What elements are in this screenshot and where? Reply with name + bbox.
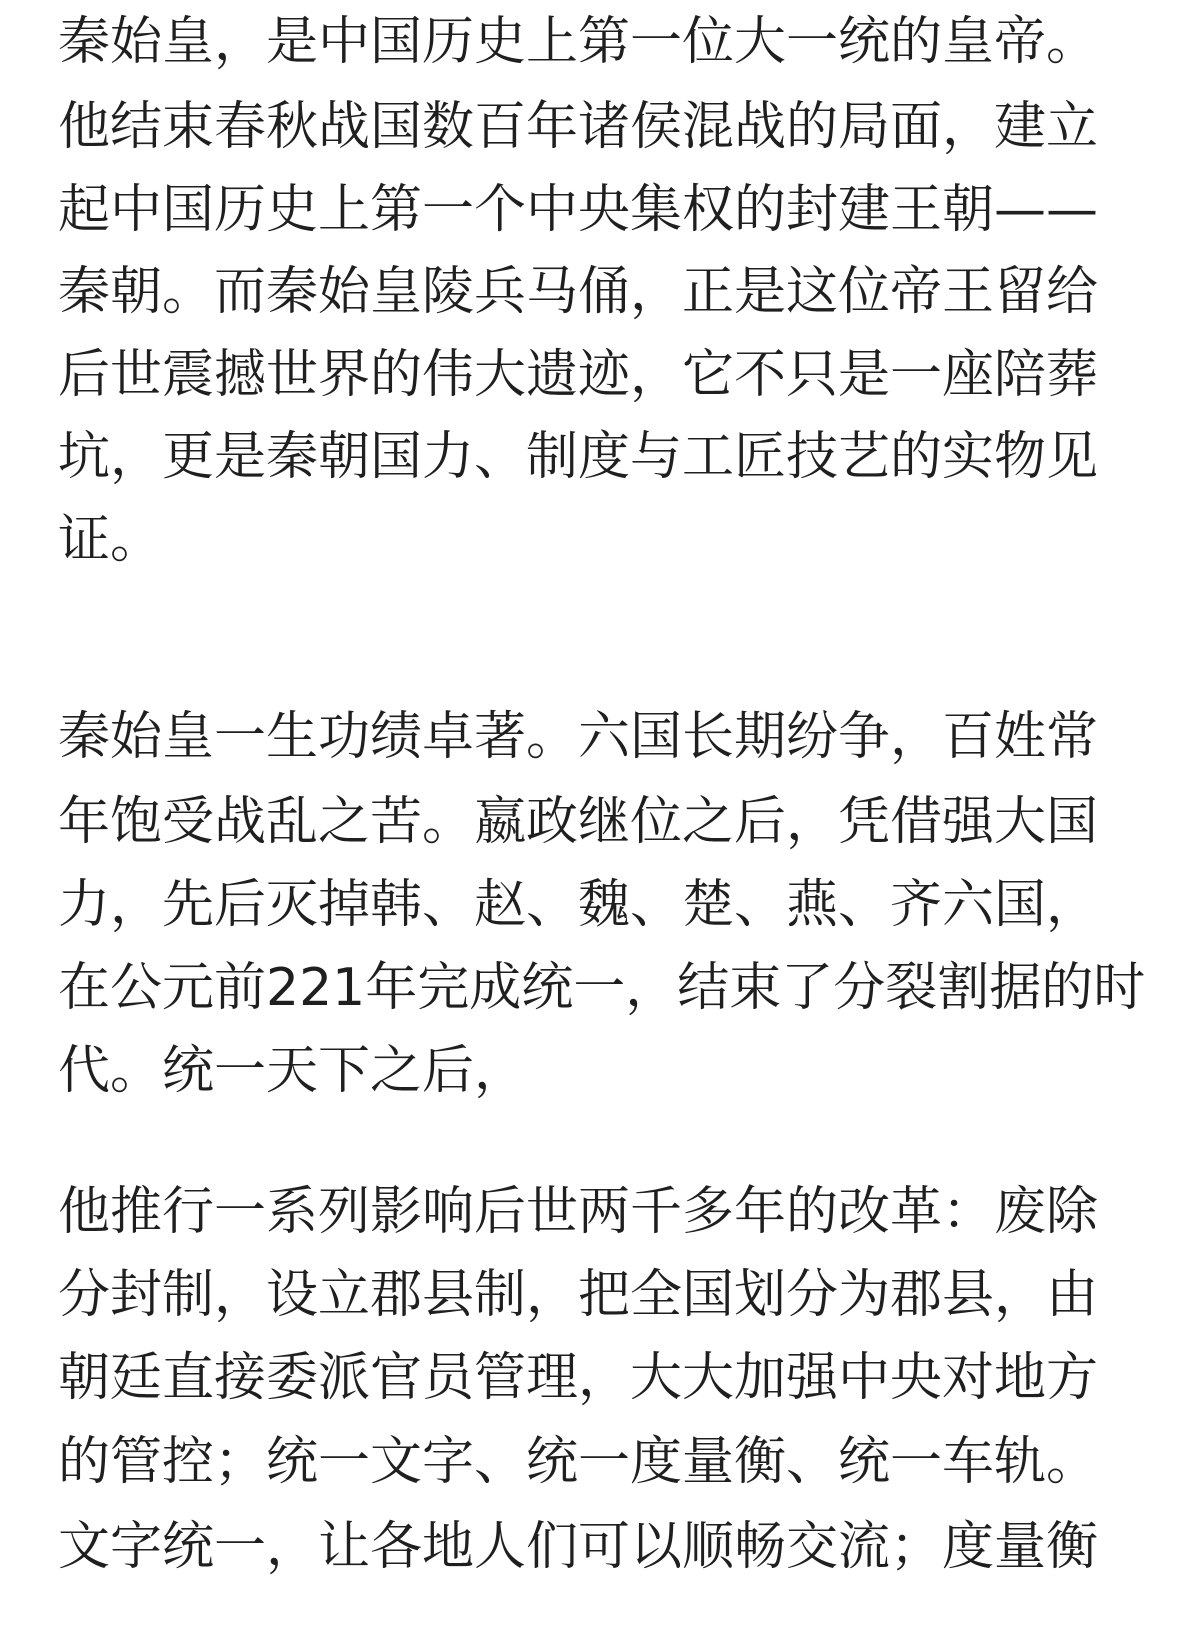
paragraph-line: 秦朝。而秦始皇陵兵马俑，正是这位帝王留给: [58, 262, 1099, 322]
paragraph-line: 坑，更是秦朝国力、制度与工匠技艺的实物见: [58, 427, 1099, 487]
paragraph-line: 朝廷直接委派官员管理，大大加强中央对地方: [58, 1348, 1099, 1408]
paragraph-line: 文字统一，让各地人们可以顺畅交流；度量衡: [58, 1517, 1099, 1577]
paragraph-line: 证。: [58, 510, 163, 570]
paragraph-line: 分封制，设立郡县制，把全国划分为郡县，由: [58, 1265, 1099, 1325]
paragraph-line: 代。统一天下之后，: [58, 1041, 527, 1101]
paragraph-line: 后世震撼世界的伟大遗迹，它不只是一座陪葬: [58, 345, 1099, 405]
paragraph-line: 起中国历史上第一个中央集权的封建王朝——: [58, 180, 1099, 240]
paragraph-line: 力，先后灭掉韩、赵、魏、楚、燕、齐六国，: [58, 875, 1099, 935]
paragraph-line: 他结束春秋战国数百年诸侯混战的局面，建立: [58, 97, 1099, 157]
paragraph-line: 在公元前221年完成统一，结束了分裂割据的时: [58, 958, 1146, 1018]
paragraph-line: 秦始皇，是中国历史上第一位大一统的皇帝。: [58, 12, 1099, 72]
paragraph-line: 年饱受战乱之苦。嬴政继位之后，凭借强大国: [58, 792, 1099, 852]
paragraph-line: 秦始皇一生功绩卓著。六国长期纷争，百姓常: [58, 707, 1099, 767]
paragraph-line: 的管控；统一文字、统一度量衡、统一车轨。: [58, 1432, 1099, 1492]
paragraph-line: 他推行一系列影响后世两千多年的改革：废除: [58, 1182, 1099, 1242]
